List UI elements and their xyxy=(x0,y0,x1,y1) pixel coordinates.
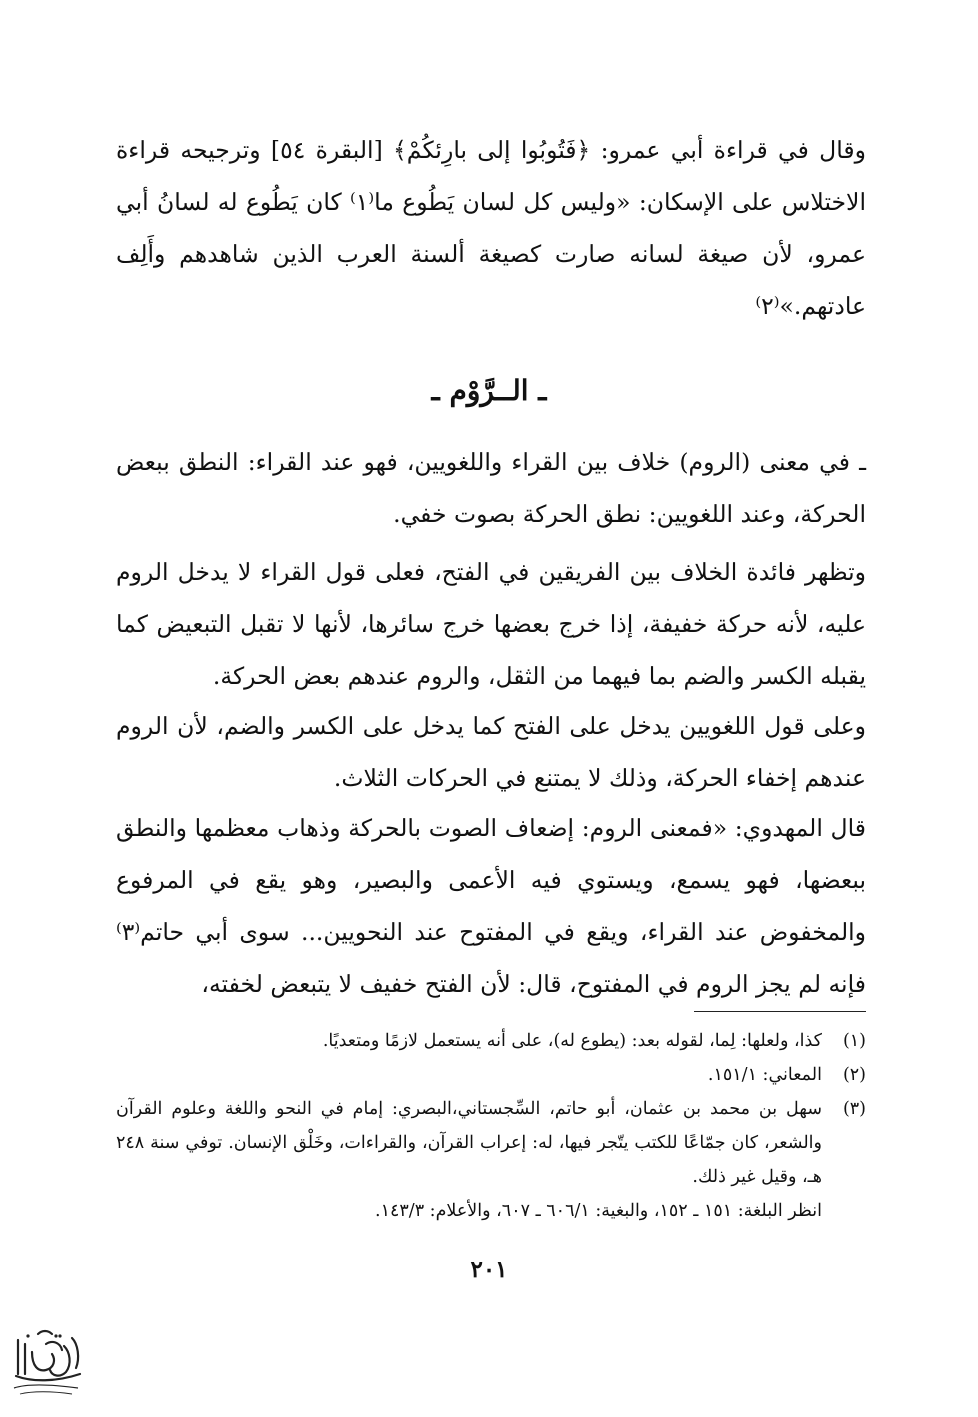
footnote-sources: انظر البلغة: ١٥١ ـ ١٥٢، والبغية: ٦٠٦/١ ـ ٦٠٧، والأعلام: ١٤٣/٣. xyxy=(375,1201,822,1221)
paragraph-difference-fath: وتظهر فائدة الخلاف بين الفريقين في الفتح، فعلى قول القراء لا يدخل الروم عليه، لأنه حركة خفيفة، إذا خرج بعضها خرج سائرها، لأنها لا تقبل التبعيض كما يقبله الكسر والضم بما فيهما من الثقل، والروم عندهم بعض الحركة. xyxy=(116,558,866,690)
paragraph-quotation-abu-amr: وقال في قراءة أبي عمرو: ﴿فَتُوبُوا إلى بارِئكُمْ﴾ [البقرة ٥٤] وترجيحه قراءة الاختلاس على الإسكان: «وليس كل لسان يَطُوع ما⁽١⁾ كان يَطُوع له لسانُ أبي عمرو، لأن صيغة لسانه صارت كصيغة ألسنة العرب الذين شاهدهم وأَلِف عادتهم.»⁽٢⁾ xyxy=(116,136,866,320)
paragraph-mahdawi-quote: قال المهدوي: «فمعنى الروم: إضعاف الصوت بالحركة وذهاب معظمها والنطق ببعضها، فهو يسمع، ويستوي فيه الأعمى والبصير، وهو يقع في المرفوع والمخفوض عند القراء، ويقع في المفتوح عند النحويين... سوى أبي حاتم⁽٣⁾ فإنه لم يجز الروم في المفتوح، قال: لأن الفتح خفيف لا يتبعض لخفته، xyxy=(116,814,866,998)
paragraph-linguists-view: وعلى قول اللغويين يدخل على الفتح كما يدخل على الكسر والضم، لأن الروم عندهم إخفاء الحركة، وذلك لا يمتنع في الحركات الثلاث. xyxy=(116,712,866,792)
footnote-number: (٣) xyxy=(842,1099,866,1119)
footnote-text: كذا، ولعلها: لِما، لقوله بعد: (يطوع له)، على أنه يستعمل لازمًا ومتعديًا. xyxy=(322,1031,822,1051)
footnote-item xyxy=(116,1024,866,1058)
calligraphic-stamp-logo xyxy=(8,1322,86,1402)
footnote-item xyxy=(116,1092,866,1194)
page-number: ٢٠١ xyxy=(470,1256,508,1283)
section-heading-rawm: ـ الــرَّوْم ـ xyxy=(431,374,547,407)
footnotes xyxy=(116,1024,866,1228)
footnote-separator xyxy=(694,1011,866,1012)
footnote-number: (١) xyxy=(842,1031,866,1051)
footnote-item xyxy=(116,1058,866,1092)
footnote-text: المعاني: ١٥١/١. xyxy=(707,1065,822,1085)
paragraph-rawm-definition: ـ في معنى (الروم) خلاف بين القراء واللغويين، فهو عند القراء: النطق ببعض الحركة، وعند اللغويين: نطق الحركة بصوت خفي. xyxy=(116,448,866,528)
footnote-number: (٢) xyxy=(842,1065,866,1085)
footnote-text: سهل بن محمد بن عثمان، أبو حاتم، السِّجستاني،البصري: إمام في النحو واللغة وعلوم القرآن والشعر، كان جمّاعًا للكتب يتّجر فيها، له: إعراب القرآن، والقراءات، وخَلْق الإنسان. توفي سنة ٢٤٨ هـ، وقيل غير ذلك. xyxy=(116,1099,822,1187)
